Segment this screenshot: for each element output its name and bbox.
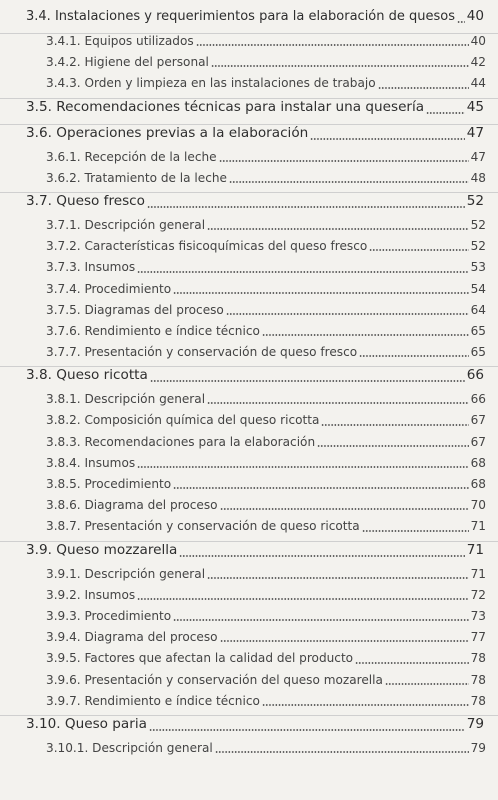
dot-leader (196, 44, 469, 46)
toc-entry-title: 3.4.1. Equipos utilizados (46, 34, 194, 48)
toc-section-entry (0, 8, 498, 34)
toc-subsection-entry (0, 239, 498, 260)
dot-leader (229, 181, 469, 183)
toc-page-number: 45 (466, 98, 484, 115)
dot-leader (179, 555, 464, 557)
toc-page-number: 64 (470, 302, 486, 317)
toc-page-number: 71 (470, 566, 486, 581)
toc-page-number: 79 (470, 740, 486, 755)
dot-leader (215, 751, 469, 753)
dot-leader (220, 508, 469, 510)
toc-subsection-entry (0, 55, 498, 76)
toc-entry-title: 3.5. Recomendaciones técnicas para instalar una quesería (26, 98, 425, 115)
toc-entry-title: 3.8.1. Descripción general (46, 392, 206, 407)
toc-entry-title: 3.9.7. Rendimiento e índice técnico (46, 693, 260, 708)
toc-entry-title: 3.4.2. Higiene del personal (46, 55, 209, 70)
toc-entry-title: 3.8.3. Recomendaciones para la elaboración (46, 434, 316, 449)
toc-section-entry (0, 192, 498, 218)
toc-page-number: 68 (470, 477, 486, 491)
toc-subsection-entry (0, 260, 498, 281)
toc-entry-title: 3.7.2. Características fisicoquímicas del queso fresco (46, 239, 368, 254)
dot-leader (137, 466, 468, 468)
toc-page-number: 53 (470, 260, 486, 275)
toc-subsection-entry (0, 630, 498, 651)
toc-page-number: 70 (470, 498, 486, 513)
toc-page-number: 54 (470, 281, 486, 296)
toc-section-entry (0, 98, 498, 124)
dot-leader (457, 21, 465, 23)
toc-entry-title: 3.8.4. Insumos (46, 455, 136, 470)
toc-entry-title: 3.9.1. Descripción general (46, 566, 206, 581)
toc-section-entry (0, 715, 498, 741)
toc-subsection-entry (0, 456, 498, 477)
dot-leader (137, 271, 468, 273)
table-of-contents (0, 8, 498, 762)
toc-entry-title: 3.10. Queso paria (26, 715, 147, 732)
toc-subsection-entry (0, 303, 498, 324)
dot-leader (359, 355, 468, 357)
toc-entry-title: 3.9.5. Factores que afectan la calidad del producto (46, 651, 354, 666)
dot-leader (219, 160, 469, 162)
toc-page-number: 48 (470, 170, 486, 185)
dot-leader (150, 380, 465, 382)
toc-subsection-entry (0, 218, 498, 239)
toc-entry-title: 3.9. Queso mozzarella (26, 541, 178, 558)
toc-entry-title: 3.7.3. Insumos (46, 260, 136, 275)
toc-page-number: 65 (470, 323, 486, 338)
toc-subsection-entry (0, 392, 498, 413)
dot-leader (385, 683, 469, 685)
toc-entry-title: 3.8.7. Presentación y conservación de queso ricotta (46, 519, 360, 534)
toc-entry-title: 3.8.6. Diagrama del proceso (46, 498, 218, 513)
toc-subsection-entry (0, 498, 498, 519)
toc-entry-title: 3.7.1. Descripción general (46, 217, 206, 232)
toc-page-number: 78 (470, 672, 486, 687)
toc-page-number: 52 (470, 217, 486, 232)
dot-leader (207, 402, 469, 404)
toc-subsection-entry (0, 588, 498, 609)
toc-subsection-entry (0, 76, 498, 97)
dot-leader (207, 228, 469, 230)
toc-entry-title: 3.4.3. Orden y limpieza en las instalaciones de trabajo (46, 76, 376, 91)
toc-entry-title: 3.7.4. Procedimiento (46, 281, 172, 296)
dot-leader (211, 65, 469, 67)
dot-leader (137, 598, 468, 600)
toc-subsection-entry (0, 651, 498, 672)
toc-page-number: 72 (470, 587, 486, 602)
dot-leader (173, 292, 468, 294)
toc-entry-title: 3.6.2. Tratamiento de la leche (46, 170, 227, 185)
toc-section-entry (0, 541, 498, 567)
dot-leader (262, 704, 469, 706)
toc-subsection-entry (0, 435, 498, 456)
dot-leader (317, 445, 468, 447)
toc-page-number: 67 (470, 434, 486, 449)
toc-subsection-entry (0, 282, 498, 303)
toc-page-number: 66 (470, 392, 486, 407)
toc-subsection-entry (0, 477, 498, 498)
toc-subsection-entry (0, 413, 498, 434)
toc-entry-title: 3.8.5. Procedimiento (46, 477, 172, 491)
toc-page-number: 52 (466, 192, 484, 209)
toc-entry-title: 3.10.1. Descripción general (46, 740, 213, 755)
toc-entry-title: 3.6.1. Recepción de la leche (46, 149, 217, 164)
dot-leader (226, 313, 469, 315)
toc-page-number: 71 (466, 541, 484, 558)
toc-page-number: 42 (470, 55, 486, 70)
toc-entry-title: 3.7. Queso fresco (26, 192, 145, 209)
toc-page-number: 68 (470, 455, 486, 470)
dot-leader (149, 729, 465, 731)
toc-entry-title: 3.7.7. Presentación y conservación de queso fresco (46, 345, 358, 360)
toc-page-number: 67 (470, 413, 486, 428)
toc-page-number: 40 (466, 8, 484, 24)
toc-entry-title: 3.9.4. Diagrama del proceso (46, 630, 218, 645)
dot-leader (378, 87, 469, 89)
toc-subsection-entry (0, 345, 498, 366)
toc-page-number: 52 (470, 239, 486, 254)
toc-section-entry (0, 124, 498, 150)
toc-entry-title: 3.8. Queso ricotta (26, 367, 148, 384)
dot-leader (362, 530, 469, 532)
dot-leader (220, 640, 469, 642)
dot-leader (207, 577, 469, 579)
toc-page-number: 65 (470, 345, 486, 360)
dot-leader (310, 138, 464, 140)
dot-leader (369, 249, 468, 251)
toc-subsection-entry (0, 324, 498, 345)
toc-entry-title: 3.9.6. Presentación y conservación del queso mozarella (46, 672, 383, 687)
toc-page-number: 44 (470, 76, 486, 91)
toc-page-number: 78 (470, 651, 486, 666)
dot-leader (262, 334, 469, 336)
toc-page-number: 66 (466, 367, 484, 384)
toc-page-number: 40 (470, 34, 486, 48)
toc-entry-title: 3.7.5. Diagramas del proceso (46, 302, 224, 317)
toc-subsection-entry (0, 567, 498, 588)
dot-leader (147, 206, 465, 208)
toc-entry-title: 3.7.6. Rendimiento e índice técnico (46, 323, 260, 338)
dot-leader (321, 424, 468, 426)
toc-subsection-entry (0, 519, 498, 540)
toc-subsection-entry (0, 694, 498, 715)
toc-section-entry (0, 366, 498, 392)
dot-leader (173, 619, 468, 621)
toc-page-number: 78 (470, 693, 486, 708)
toc-subsection-entry (0, 673, 498, 694)
dot-leader (426, 112, 465, 114)
toc-page-number: 79 (466, 715, 484, 732)
toc-page-number: 47 (466, 124, 484, 141)
toc-entry-title: 3.4. Instalaciones y requerimientos para la elaboración de quesos (26, 9, 455, 24)
dot-leader (173, 487, 468, 489)
toc-entry-title: 3.9.2. Insumos (46, 587, 136, 602)
toc-subsection-entry (0, 171, 498, 192)
toc-page-number: 71 (470, 519, 486, 534)
toc-page-number: 73 (470, 608, 486, 623)
toc-page-number: 47 (470, 149, 486, 164)
toc-subsection-entry (0, 741, 498, 762)
toc-subsection-entry (0, 150, 498, 171)
toc-entry-title: 3.6. Operaciones previas a la elaboración (26, 124, 309, 141)
dot-leader (355, 662, 469, 664)
toc-entry-title: 3.8.2. Composición química del queso ricotta (46, 413, 320, 428)
toc-subsection-entry (0, 609, 498, 630)
toc-subsection-entry (0, 34, 498, 55)
toc-entry-title: 3.9.3. Procedimiento (46, 608, 172, 623)
toc-page-number: 77 (470, 630, 486, 645)
